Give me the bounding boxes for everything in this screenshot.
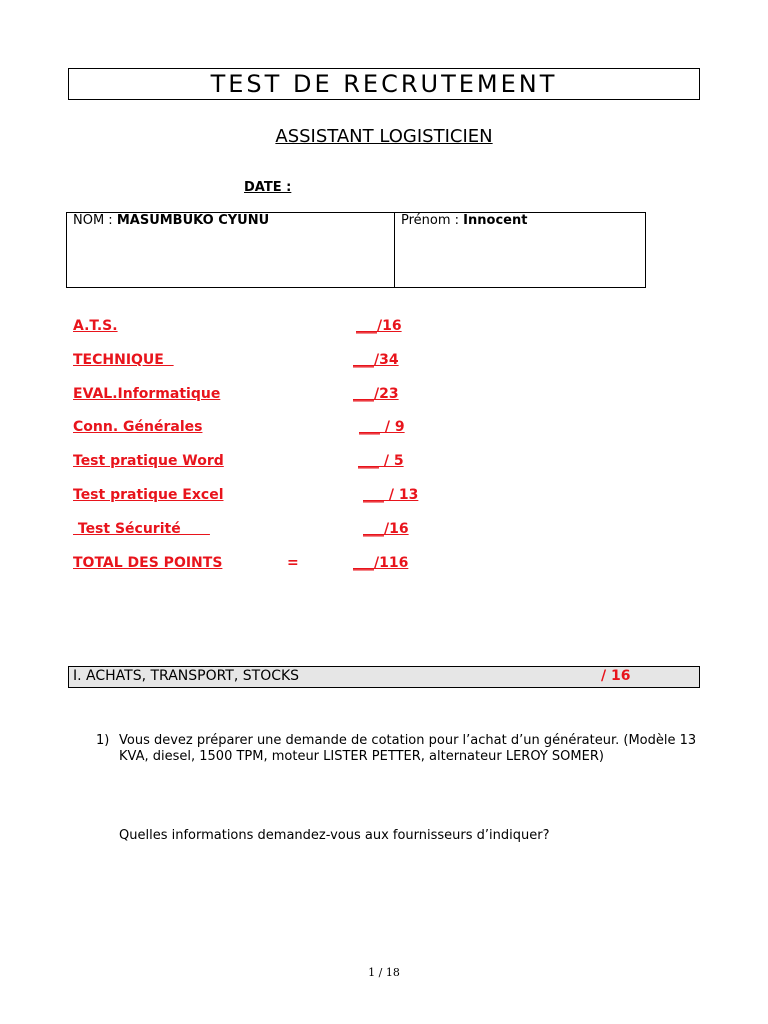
- section-title: I. ACHATS, TRANSPORT, STOCKS: [73, 668, 300, 684]
- section-header: [68, 666, 700, 688]
- score-label: Conn. Générales: [73, 419, 203, 435]
- score-label: A.T.S.: [73, 318, 118, 334]
- prenom-label: Prénom :: [401, 213, 464, 228]
- identity-table: [66, 212, 646, 288]
- score-value: ___/116: [353, 555, 409, 571]
- equals-sign: =: [287, 555, 299, 571]
- section-score: / 16: [601, 668, 631, 684]
- score-value: ___/16: [356, 318, 402, 334]
- nom-value: MASUMBUKO CYUNU: [116, 213, 270, 228]
- score-label: TECHNIQUE: [73, 352, 174, 368]
- question-text: Vous devez préparer une demande de cotation pour l’achat d’un générateur. (Modèle 13 KVA, diesel, 1500 TPM, moteur LISTER PETTER, alternateur LEROY SOMER): [119, 733, 697, 764]
- page-number: 1 / 18: [368, 966, 400, 979]
- nom-cell: [67, 213, 395, 287]
- score-value: ___/34: [353, 352, 399, 368]
- prenom-cell: [395, 213, 533, 287]
- score-value: ___ / 13: [363, 487, 419, 503]
- score-value: ___ / 5: [358, 453, 404, 469]
- prenom-value: Innocent: [463, 213, 528, 228]
- score-value: ___ / 9: [359, 419, 405, 435]
- score-value: ___/23: [353, 386, 399, 402]
- date-label: DATE :: [244, 180, 292, 195]
- score-value: ___/16: [363, 521, 409, 537]
- job-title: ASSISTANT LOGISTICIEN: [275, 126, 493, 147]
- question-number: 1): [96, 733, 110, 748]
- score-label: TOTAL DES POINTS: [73, 555, 223, 571]
- score-label: EVAL.Informatique: [73, 386, 221, 402]
- score-label: Test Sécurité: [73, 521, 210, 537]
- nom-label: NOM :: [73, 213, 117, 228]
- document-title: TEST DE RECRUTEMENT: [68, 68, 700, 100]
- score-label: Test pratique Excel: [73, 487, 224, 503]
- score-label: Test pratique Word: [73, 453, 224, 469]
- question-followup: Quelles informations demandez-vous aux fournisseurs d’indiquer?: [119, 828, 550, 843]
